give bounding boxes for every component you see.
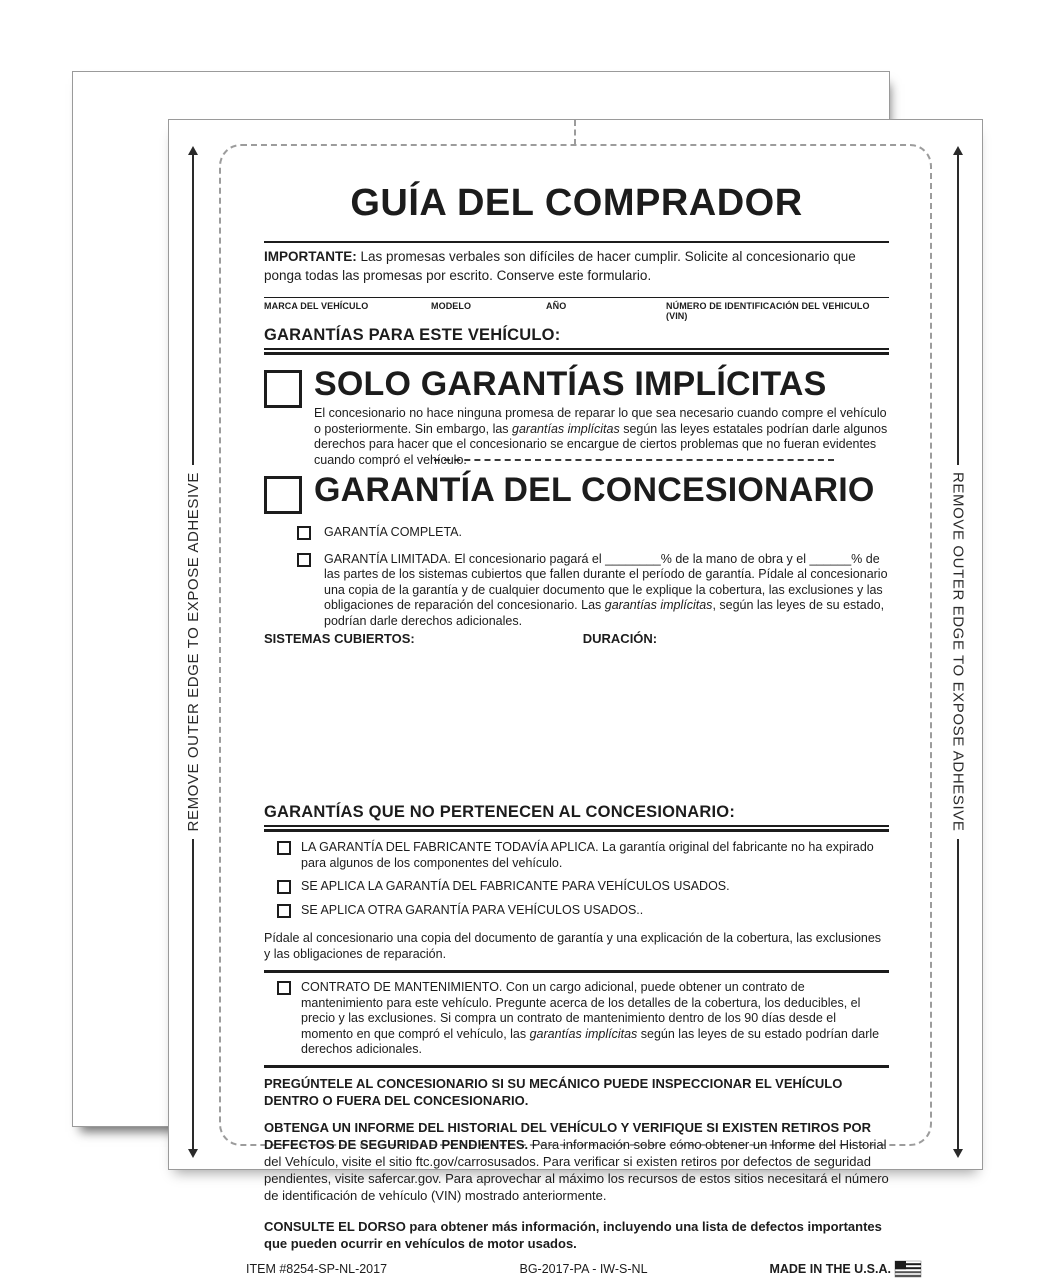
rail-line [957, 155, 959, 465]
right-tear-strip [947, 146, 969, 1158]
manufacturer-used-warranty-text: SE APLICA LA GARANTÍA DEL FABRICANTE PARA VEHÍCULOS USADOS. [301, 879, 730, 893]
service-contract-checkbox[interactable] [277, 981, 291, 995]
manufacturer-warranty-checkbox[interactable] [277, 841, 291, 855]
section-rule [264, 825, 889, 832]
text-segment: CONTRATO DE MANTENIMIENTO. Con un cargo adicional, puede obtener un contrato de mantenimiento para este vehículo. Pregunte acerca de los detalles de la cobertura, los deducibles, el precio y las exclusiones. Si compra un contrato de mantenimiento dentro de los 90 días desde el momento en que compró el vehículo, las [301, 980, 861, 1041]
other-used-warranty-text: SE APLICA OTRA GARANTÍA PARA VEHÍCULOS USADOS.. [301, 902, 644, 917]
manufacturer-warranty-text: LA GARANTÍA DEL FABRICANTE TODAVÍA APLICA. La garantía original del fabricante no ha expirado para algunos de los componentes del vehículo. [301, 840, 874, 870]
field-label-vin: NÚMERO DE IDENTIFICACIÓN DEL VEHICULO (VIN) [666, 301, 870, 321]
text-segment: según las leyes de su estado podrían darle derechos adicionales. [301, 1026, 880, 1056]
manufacturer-warranty-item [277, 840, 889, 871]
warranties-section-heading: GARANTÍAS PARA ESTE VEHÍCULO: [264, 326, 561, 344]
ask-dealer-copy-text: Pídale al concesionario una copia del documento de garantía y una explicación de la cobertura, las exclusiones y las obligaciones de reparación. [264, 931, 882, 961]
form-content [246, 160, 891, 1279]
made-in-usa [769, 1261, 921, 1277]
right-tear-strip-label: REMOVE OUTER EDGE TO EXPOSE ADHESIVE [949, 472, 967, 832]
text-segment: , según las leyes de su estado, podrían darle derechos adicionales. [324, 598, 885, 628]
field-label-model: MODELO [431, 301, 472, 311]
limited-warranty-option [297, 552, 889, 630]
item-number: ITEM #8254-SP-NL-2017 [246, 1261, 388, 1276]
service-contract-item [277, 980, 889, 1058]
systems-covered-label: SISTEMAS CUBIERTOS: [264, 631, 415, 646]
top-perforation-mark [574, 120, 576, 145]
left-tear-strip-label: REMOVE OUTER EDGE TO EXPOSE ADHESIVE [184, 472, 202, 832]
divider [264, 970, 889, 973]
arrow-up-icon [188, 146, 198, 155]
divider [264, 1065, 889, 1068]
form-code: BG-2017-PA - IW-S-NL [519, 1261, 648, 1276]
implied-warranties-only-option [264, 366, 889, 468]
important-text: Las promesas verbales son difíciles de hacer cumplir. Solicite al concesionario que ponga todas las promesas por escrito. Conserve este formulario. [264, 249, 856, 283]
implied-warranties-only-checkbox[interactable] [264, 370, 302, 408]
implied-warranties-only-title: SOLO GARANTÍAS IMPLÍCITAS [314, 365, 827, 403]
dealer-warranty-checkbox[interactable] [264, 476, 302, 514]
rail-line [192, 839, 194, 1149]
vehicle-history-bold: OBTENGA UN INFORME DEL HISTORIAL DEL VEHÍCULO Y VERIFIQUE SI EXISTEN RETIROS POR DEFECTOS DE SEGURIDAD PENDIENTES. [264, 1119, 871, 1152]
divider [264, 241, 889, 243]
full-warranty-checkbox[interactable] [297, 526, 311, 540]
duration-label: DURACIÓN: [582, 631, 658, 646]
text-segment: GARANTÍA LIMITADA. El concesionario pagará el ________% de la mano de obra y el ______% de las partes de los sistemas cubiertos que fallen durante el período de garantía. Pídale al concesionario una copia de la garantía y de cualquier documento que le explique la cobertura, las exclusiones y las obligaciones de reparación del concesionario. Las [324, 551, 888, 612]
see-back-note: CONSULTE EL DORSO para obtener más información, incluyendo una lista de defectos importantes que pueden ocurrir en vehículos de motor usados. [264, 1218, 882, 1251]
us-flag-icon [895, 1261, 921, 1277]
field-label-make: MARCA DEL VEHÍCULO [264, 301, 369, 311]
full-warranty-option [297, 525, 889, 541]
made-in-usa-label: MADE IN THE U.S.A. [769, 1261, 891, 1276]
limited-warranty-text [324, 552, 889, 630]
manufacturer-used-warranty-item [277, 879, 889, 895]
implied-warranties-only-body [314, 366, 889, 468]
left-tear-strip [182, 146, 204, 1158]
arrow-down-icon [953, 1149, 963, 1158]
form-title: GUÍA DEL COMPRADOR [350, 182, 803, 224]
rail-line [957, 839, 959, 1149]
buyers-guide-sheet [168, 119, 983, 1276]
text-segment-italic: garantías implícitas [529, 1026, 638, 1041]
manufacturer-used-warranty-checkbox[interactable] [277, 880, 291, 894]
other-used-warranty-item [277, 903, 889, 919]
vehicle-info-write-line[interactable] [264, 297, 889, 298]
non-dealer-section-heading: GARANTÍAS QUE NO PERTENECEN AL CONCESIONARIO: [264, 803, 736, 821]
service-contract-text [301, 980, 889, 1058]
arrow-up-icon [953, 146, 963, 155]
text-segment-italic: garantías implícitas [512, 421, 620, 436]
text-segment-italic: garantías implícitas [604, 598, 713, 612]
vehicle-history-note [264, 1119, 889, 1204]
important-label: IMPORTANTE: [264, 249, 357, 264]
limited-warranty-checkbox[interactable] [297, 553, 311, 567]
field-label-year: AÑO [546, 301, 567, 311]
arrow-down-icon [188, 1149, 198, 1158]
systems-duration-row [264, 631, 889, 648]
implied-warranties-only-text [314, 406, 889, 468]
rail-line [192, 155, 194, 465]
text-segment: según las leyes estatales podrían darle algunos derechos para hacer que el concesionario se encargue de ciertos problemas que no fueran evidentes cuando compró el vehículo. [314, 421, 888, 467]
dealer-warranty-body [314, 472, 889, 514]
vehicle-fields-row [264, 301, 889, 321]
dealer-warranty-title: GARANTÍA DEL CONCESIONARIO [314, 471, 875, 509]
important-notice [264, 247, 889, 285]
other-used-warranty-checkbox[interactable] [277, 904, 291, 918]
text-segment: El concesionario no hace ninguna promesa de reparar lo que sea necesario cuando compre el vehículo o posteriormente. Sin embargo, las [314, 406, 887, 436]
footer-row [246, 1261, 921, 1279]
full-warranty-label: GARANTÍA COMPLETA. [324, 525, 462, 539]
mechanic-inspection-note: PREGÚNTELE AL CONCESIONARIO SI SU MECÁNICO PUEDE INSPECCIONAR EL VEHÍCULO DENTRO O FUERA DEL CONCESIONARIO. [264, 1075, 843, 1108]
section-rule [264, 348, 889, 355]
vehicle-history-text: Para información sobre cómo obtener un Informe del Historial del Vehículo, visite el sitio ftc.gov/carrosusados. Para verificar si existen retiros por defectos de seguridad pendientes, visite safercar.gov. Para aprovechar al máximo los recursos de estos sitios necesitará el número de identificación de vehículo (VIN) mostrado anteriormente. [264, 1136, 889, 1203]
dealer-warranty-option [264, 472, 889, 514]
systems-write-area[interactable] [264, 648, 889, 798]
